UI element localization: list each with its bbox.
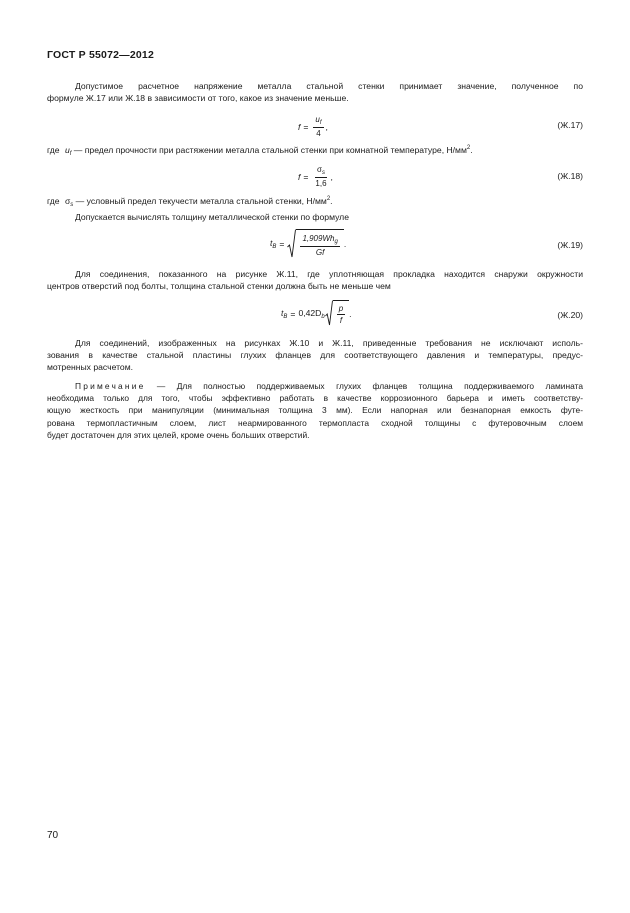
- paragraph-allowable-stress: [47, 80, 583, 104]
- fraction-numerator: $\sigma_s$: [317, 165, 325, 176]
- radicand: [333, 300, 352, 327]
- paragraph-line: мотренных расчетом.: [47, 362, 133, 373]
- paragraph-line: Допустимое расчетное напряжение металла стальной стенки принимает значение, полученное по: [75, 81, 583, 91]
- formula-trailing-punct: ,: [330, 171, 333, 182]
- formula-equals: =: [279, 239, 285, 249]
- paragraph-figures: [47, 337, 583, 374]
- definition-uf: где $u_f$ — предел прочности при растяжении металла стальной стенки при комнатной температуре, $Н/мм^2$.: [47, 145, 473, 157]
- document-header: ГОСТ Р 55072—2012: [47, 49, 155, 61]
- equation-number-zh18: (Ж.18): [557, 171, 583, 181]
- radicand: [296, 229, 343, 259]
- definition-sigma: [47, 193, 583, 223]
- paragraph-line: Примечание — Для полностью поддерживаемых глухих фланцев толщина поддерживаемого ламината: [75, 381, 583, 391]
- paragraph-line: необходима только для того, чтобы эффективно работать в качестве коррозионного барьера и иметь соответству-: [47, 393, 583, 404]
- formula-fraction: [300, 234, 339, 257]
- paragraph-line: зования в качестве стальной пластины глухих фланцев для соответствующего давления и температуры, предус-: [47, 350, 583, 361]
- paragraph-connection: [47, 268, 583, 292]
- fraction-denominator: 1,6: [315, 179, 327, 188]
- formula-zh18: [298, 165, 333, 188]
- paragraph-line: будет достаточен для этих целей, кроме очень больших отверстий.: [47, 429, 310, 440]
- radical-sign-icon: [325, 300, 333, 327]
- formula-lhs: f: [298, 121, 301, 132]
- square-root: [287, 229, 343, 259]
- paragraph-line: формуле Ж.17 или Ж.18 в зависимости от того, какое из значение меньше.: [47, 93, 349, 104]
- fraction-numerator: p: [338, 304, 344, 313]
- fraction-numerator: $1,909Wh_g$: [302, 233, 338, 245]
- formula-fraction: [313, 165, 328, 188]
- paragraph-line: центров отверстий под болты, толщина стальной стенки должна быть не меньше чем: [47, 281, 391, 292]
- formula-zh17: [298, 115, 328, 138]
- paragraph-line: ющую жесткость при манипуляции (минимальная толщина 3 мм). Если напорная или безнапорная емкость футе-: [47, 405, 583, 416]
- equation-number-zh20: (Ж.20): [557, 310, 583, 320]
- fraction-denominator: 4: [316, 129, 321, 138]
- formula-coefficient: $0,42D_b$: [298, 307, 325, 320]
- paragraph-line: Для соединений, изображенных на рисунках Ж.10 и Ж.11, приведенные требования не исключают исполь-: [75, 338, 583, 348]
- formula-lhs: $t_B$: [281, 307, 288, 320]
- radical-sign-icon: [287, 229, 296, 259]
- fraction-denominator: Gf: [315, 247, 325, 257]
- note-label: Примечание: [75, 381, 146, 391]
- paragraph-line: где $\sigma_s$ — условный предел текучести металла стальной стенки, $Н/мм^2$.: [47, 196, 333, 208]
- note-block: [47, 380, 583, 441]
- page-number: 70: [47, 830, 59, 841]
- paragraph-line: рована термопластичным слоем, лист неармированного термопласта сходной толщины с футеровочным слоем: [47, 417, 583, 428]
- formula-fraction: [313, 115, 323, 138]
- formula-fraction: [337, 304, 345, 325]
- formula-zh19: [270, 229, 346, 259]
- formula-equals: =: [303, 121, 309, 132]
- fraction-numerator: $u_f$: [315, 115, 322, 126]
- formula-lhs: $t_B$: [270, 238, 277, 250]
- equation-number-zh19: (Ж.19): [557, 240, 583, 250]
- square-root: [325, 300, 352, 327]
- formula-trailing-punct: .: [349, 308, 352, 319]
- equation-number-zh17: (Ж.17): [557, 120, 583, 130]
- fraction-denominator: f: [339, 316, 343, 325]
- formula-equals: =: [290, 308, 296, 319]
- formula-lhs: f: [298, 171, 301, 182]
- formula-trailing-punct: .: [343, 239, 347, 249]
- formula-zh20: [281, 300, 352, 327]
- paragraph-line: Допускается вычислять толщину металлической стенки по формуле: [75, 212, 349, 223]
- formula-equals: =: [303, 171, 309, 182]
- paragraph-line: Для соединения, показанного на рисунке Ж.11, где уплотняющая прокладка находится снаружи окружности: [75, 269, 583, 279]
- formula-trailing-punct: ,: [325, 121, 328, 132]
